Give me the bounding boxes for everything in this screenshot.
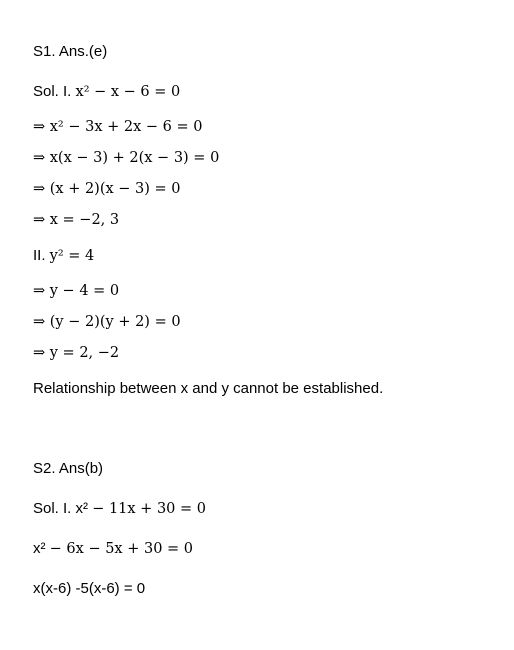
s1-eq-ii: y² = 4 xyxy=(49,248,95,264)
s2-sol-prefix: Sol. I. x² xyxy=(33,500,93,517)
s2-heading: S2. Ans(b) xyxy=(33,460,104,477)
s2-step1-rest: − 6x − 5x + 30 = 0 xyxy=(49,541,194,557)
s1-ii-prefix: II. xyxy=(33,247,50,264)
s2-step-2: x(x-6) -5(x-6) = 0 xyxy=(33,580,146,597)
s1-equation-i xyxy=(33,83,180,101)
s1-step-i-3: ⇒ (x + 2)(x − 3) = 0 xyxy=(33,181,181,197)
s2-step-1 xyxy=(33,540,193,558)
s1-heading: S1. Ans.(e) xyxy=(33,43,108,60)
s1-step-i-1: ⇒ x² − 3x + 2x − 6 = 0 xyxy=(33,119,203,135)
s2-step1-prefix: x² xyxy=(33,540,50,557)
s1-equation-ii xyxy=(33,247,94,265)
s1-eq-i: x² − x − 6 = 0 xyxy=(75,84,181,100)
s2-equation-i xyxy=(33,500,206,518)
s1-step-i-4: ⇒ x = −2, 3 xyxy=(33,212,120,228)
s1-sol-prefix: Sol. I. xyxy=(33,83,76,100)
s1-step-ii-3: ⇒ y = 2, −2 xyxy=(33,345,120,361)
s1-step-ii-1: ⇒ y − 4 = 0 xyxy=(33,283,120,299)
s1-step-ii-2: ⇒ (y − 2)(y + 2) = 0 xyxy=(33,314,181,330)
s1-step-i-2: ⇒ x(x − 3) + 2(x − 3) = 0 xyxy=(33,150,220,166)
s2-eq-i-rest: − 11x + 30 = 0 xyxy=(92,501,206,517)
s1-conclusion: Relationship between x and y cannot be established. xyxy=(33,380,384,397)
